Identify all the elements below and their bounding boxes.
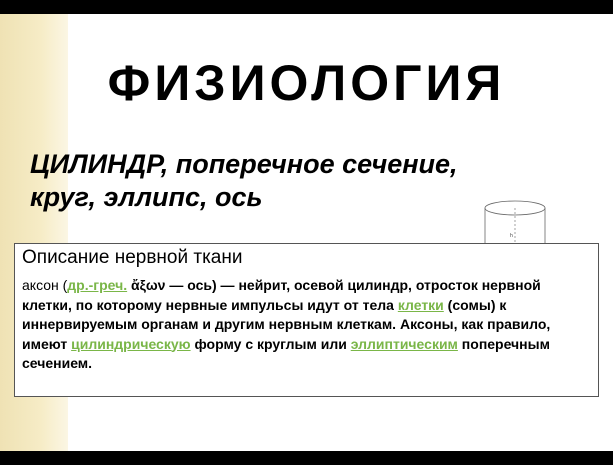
slide — [0, 14, 613, 451]
subtitle-line-2: круг, эллипс, ось — [30, 182, 263, 212]
box-text — [22, 276, 592, 374]
text-part-1: аксон ( — [22, 277, 68, 293]
description-box — [14, 243, 599, 397]
slide-subtitle — [30, 148, 530, 214]
link-cilindricheskuyu[interactable]: цилиндрическую — [71, 335, 191, 352]
subtitle-line-1: ЦИЛИНДР, поперечное сечение, — [30, 149, 458, 179]
link-kletki[interactable]: клетки — [397, 296, 444, 313]
text-part-5: поперечным сечением. — [22, 335, 550, 371]
height-label: h — [510, 233, 513, 239]
link-dr-grech[interactable]: др.-греч. — [67, 277, 128, 293]
box-heading: Описание нервной ткани — [22, 247, 243, 268]
link-ellipticheskim[interactable]: эллиптическим — [350, 335, 458, 352]
slide-title: ФИЗИОЛОГИЯ — [107, 55, 506, 111]
text-part-2: ἄξων — ось) — нейрит, осевой цилиндр, отросток нервной клетки, по которому нервные импульсы идут от тела — [22, 277, 541, 313]
text-part-3: (сомы) к иннервируемым органам и другим нервным клеткам. Аксоны, как правило, имеют — [22, 296, 551, 352]
text-part-4: форму с круглым или — [190, 335, 351, 352]
